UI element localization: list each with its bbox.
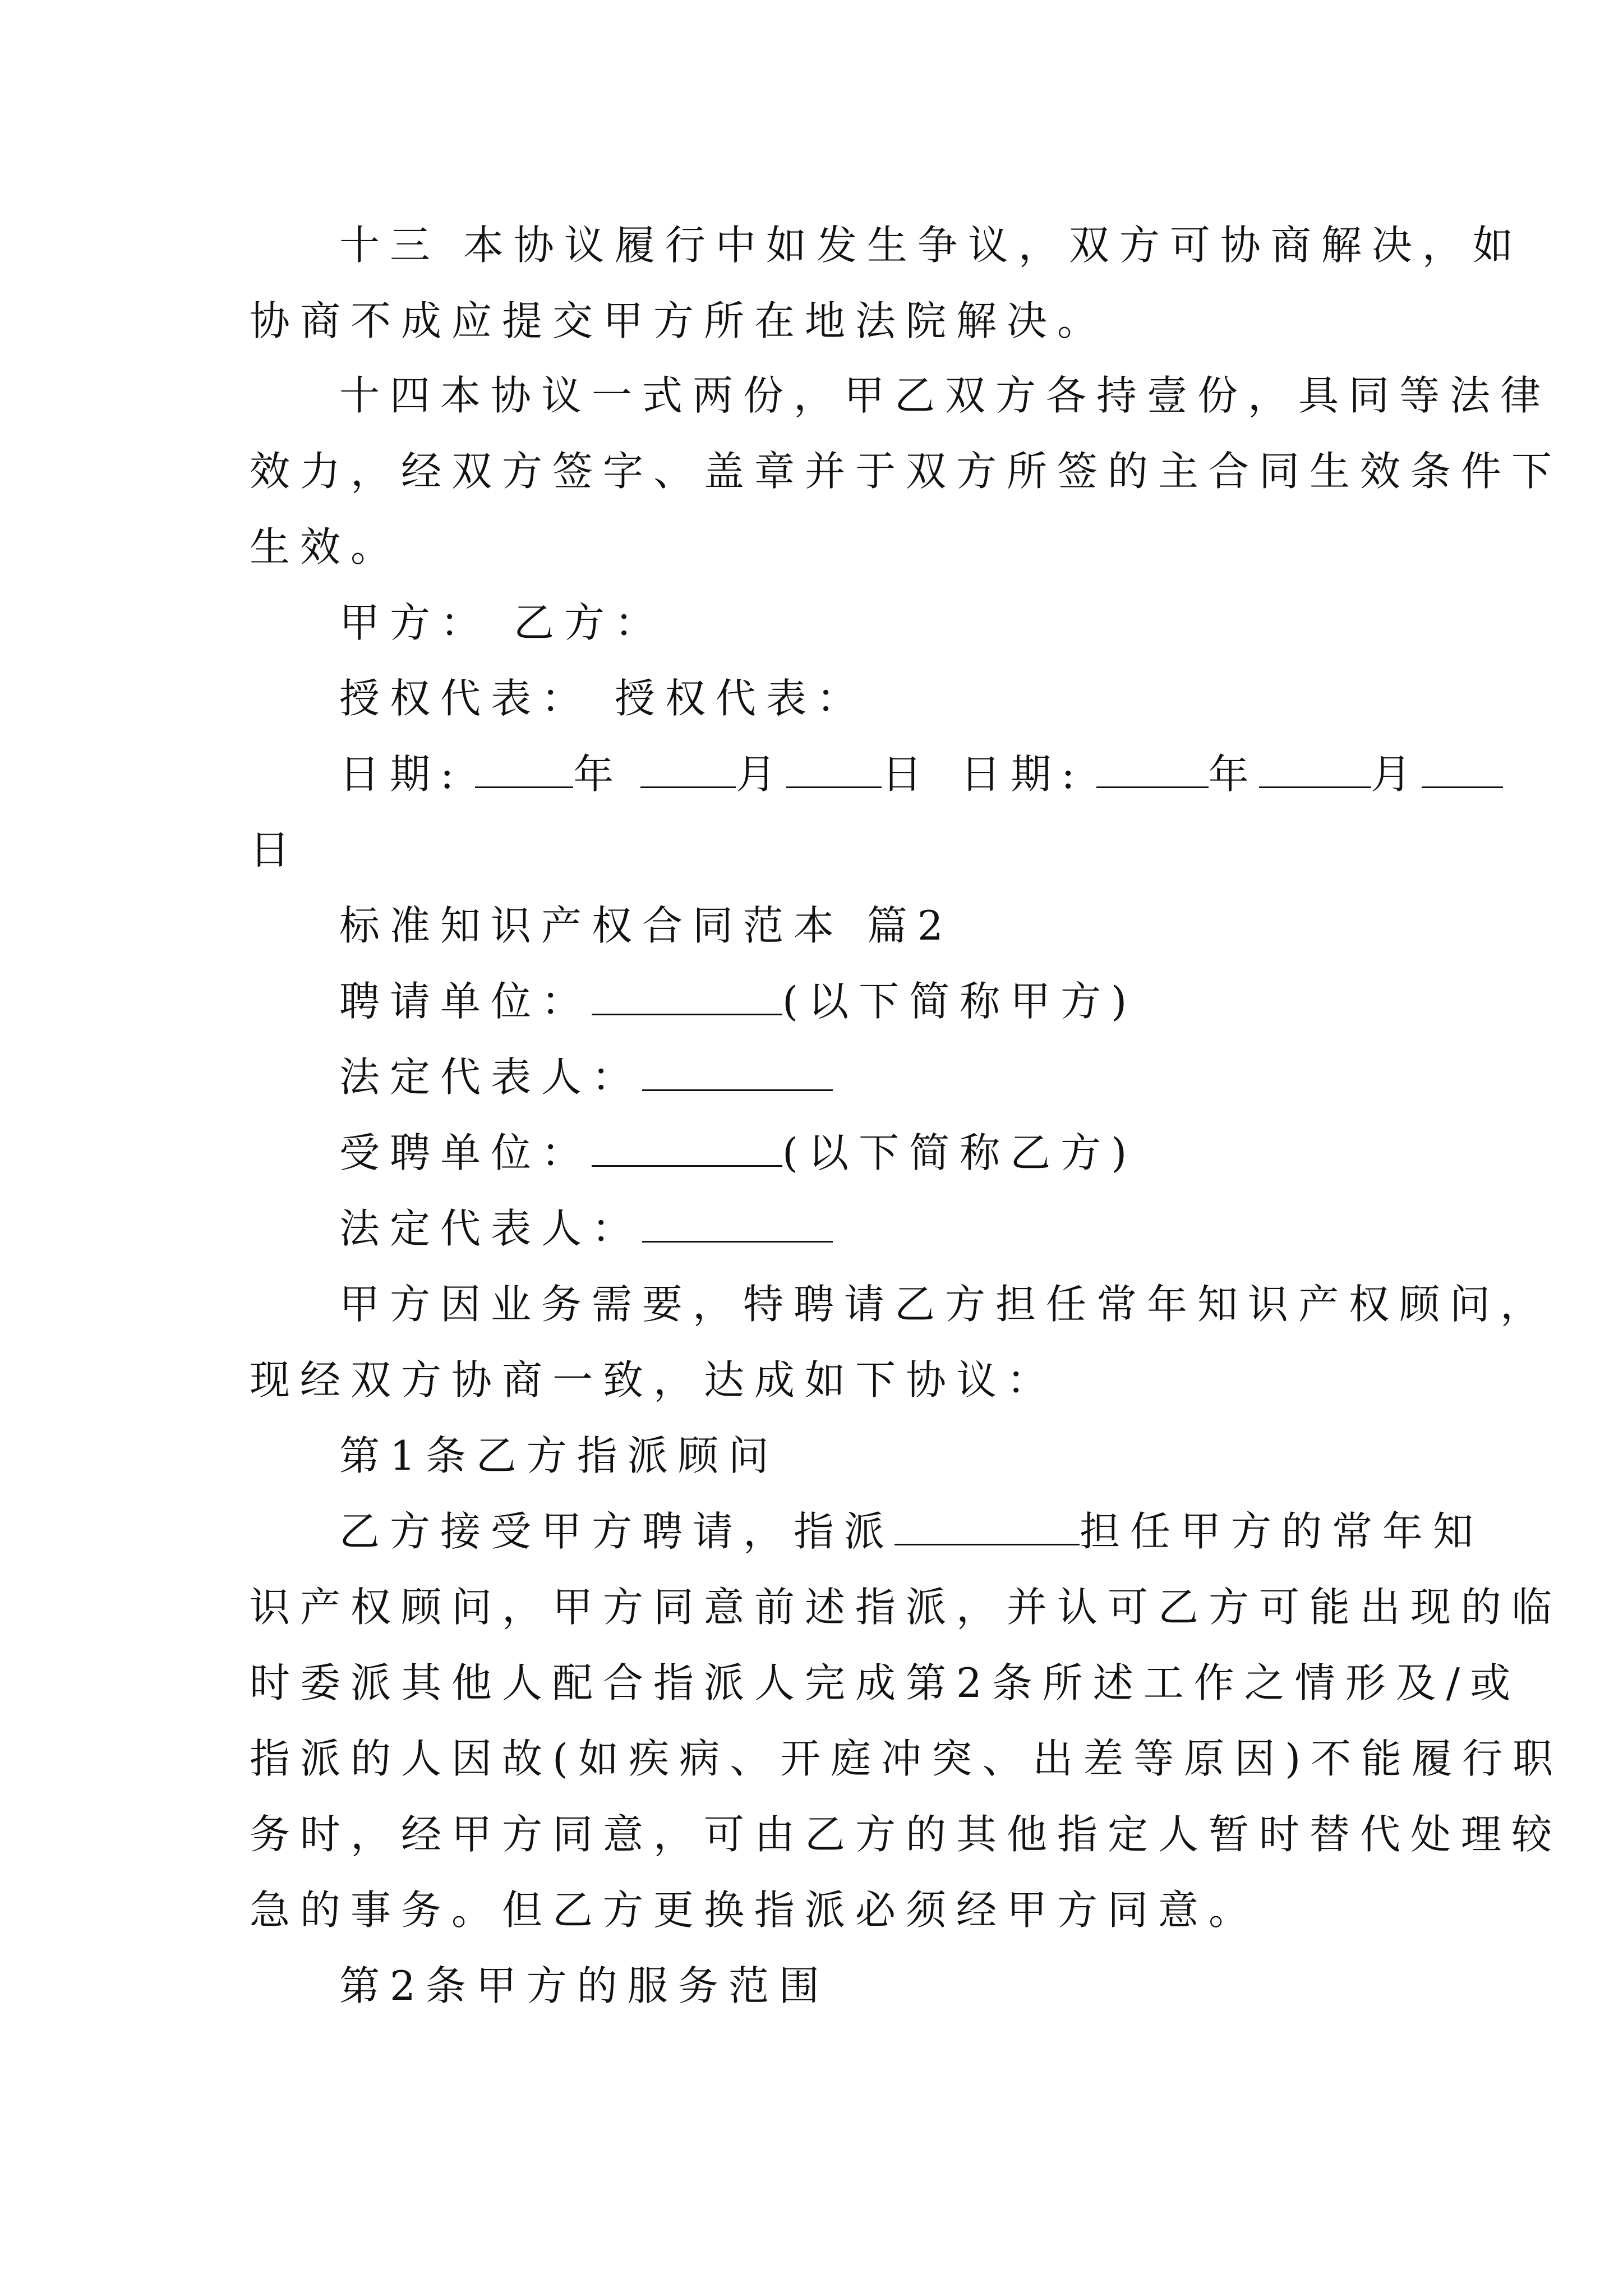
assignee-blank: [895, 1504, 1080, 1545]
article-1-line-4: 指派的人因故(如疾病、开庭冲突、出差等原因)不能履行职: [250, 1735, 1564, 1782]
article-1-line-1-suffix: 担任甲方的常年知: [1080, 1508, 1484, 1555]
signature-dates: [339, 746, 1472, 802]
article-1-line-1-prefix: 乙方接受甲方聘请，指派: [339, 1508, 895, 1555]
section-title: 标准知识产权合同范本 篇2: [339, 902, 953, 949]
day-label-a: 日: [882, 751, 933, 798]
clause-13-line-1: 十三 本协议履行中如发生争议，双方可协商解决，如: [339, 222, 1523, 269]
clause-13-line-2: 协商不成应提交甲方所在地法院解决。: [250, 297, 1108, 344]
employee-line: [339, 1125, 1472, 1181]
article-1-line-5: 务时，经甲方同意，可由乙方的其他指定人暂时替代处理较: [250, 1811, 1562, 1858]
article-1-title: 第1条乙方指派顾问: [339, 1432, 779, 1479]
day-blank-b: [1422, 747, 1503, 788]
employee-blank: [592, 1126, 782, 1167]
month-label-b: 月: [1371, 751, 1422, 798]
year-label-b: 年: [1208, 751, 1259, 798]
article-2-title: 第2条甲方的服务范围: [339, 1962, 829, 2009]
month-label-a: 月: [736, 751, 787, 798]
employer-line: [339, 973, 1472, 1029]
year-label-a: 年: [573, 751, 624, 798]
signature-parties: 甲方： 乙方：: [339, 599, 665, 646]
article-1-line-6: 急的事务。但乙方更换指派必须经甲方同意。: [250, 1887, 1260, 1934]
legal-rep-b-line: [339, 1200, 1472, 1257]
legal-rep-a-line: [339, 1049, 1472, 1105]
intro-line-1: 甲方因业务需要，特聘请乙方担任常年知识产权顾问，: [339, 1281, 1551, 1328]
legal-rep-b-label: 法定代表人：: [339, 1205, 643, 1252]
year-blank-a: [475, 747, 573, 788]
article-1-line-1: [339, 1503, 1484, 1559]
legal-rep-a-label: 法定代表人：: [339, 1053, 643, 1101]
date-label-a: 日期:: [339, 751, 464, 798]
month-blank-a: [640, 747, 736, 788]
article-1-line-3: 时委派其他人配合指派人完成第2条所述工作之情形及/或: [250, 1659, 1521, 1706]
clause-14-line-1: 十四本协议一式两份，甲乙双方各持壹份，具同等法律: [339, 372, 1551, 419]
employer-suffix: (以下简称甲方): [782, 978, 1137, 1025]
employee-suffix: (以下简称乙方): [782, 1129, 1137, 1176]
employer-label: 聘请单位：: [339, 978, 592, 1025]
intro-line-2: 现经双方协商一致，达成如下协议：: [250, 1356, 1058, 1404]
day-blank-a: [786, 747, 882, 788]
article-1-line-2: 识产权顾问，甲方同意前述指派，并认可乙方可能出现的临: [250, 1584, 1562, 1631]
signature-representatives: 授权代表： 授权代表：: [339, 675, 867, 722]
clause-14-line-2: 效力，经双方签字、盖章并于双方所签的主合同生效条件下: [250, 448, 1562, 495]
legal-rep-a-blank: [642, 1050, 833, 1091]
date-label-b: 日期:: [960, 751, 1085, 798]
clause-14-line-3: 生效。: [250, 523, 402, 570]
date-day-wrap: 日: [250, 826, 301, 873]
legal-rep-b-blank: [642, 1202, 833, 1243]
month-blank-b: [1259, 747, 1371, 788]
employee-label: 受聘单位：: [339, 1129, 592, 1176]
employer-blank: [592, 974, 782, 1015]
year-blank-b: [1096, 747, 1209, 788]
